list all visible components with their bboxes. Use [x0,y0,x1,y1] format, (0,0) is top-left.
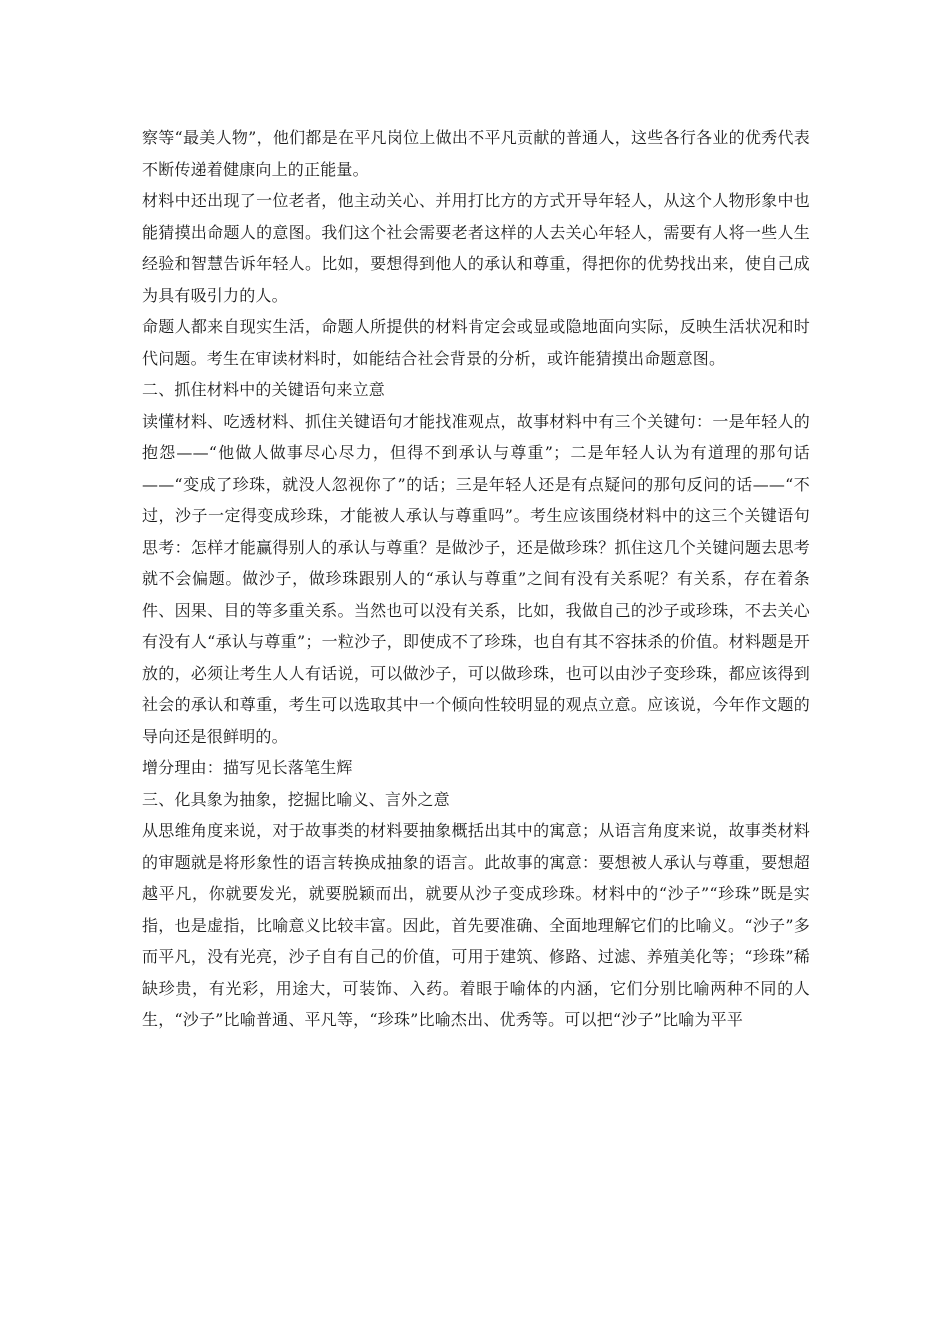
paragraph-key-sentences: 读懂材料、吃透材料、抓住关键语句才能找准观点，故事材料中有三个关键句：一是年轻人的抱怨——“他做人做事尽心尽力，但得不到承认与尊重”；二是年轻人认为有道理的那句话——“变成了珍珠，就没人忽视你了”的话；三是年轻人还是有点疑问的那句反问的话——“不过，沙子一定得变成珍珠，才能被人承认与尊重吗”。考生应该围绕材料中的这三个关键语句思考：怎样才能赢得别人的承认与尊重？是做沙子，还是做珍珠？抓住这几个关键问题去思考就不会偏题。做沙子，做珍珠跟别人的“承认与尊重”之间有没有关系呢？有关系，存在着条件、因果、目的等多重关系。当然也可以没有关系，比如，我做自己的沙子或珍珠，不去关心有没有人“承认与尊重”；一粒沙子，即使成不了珍珠，也自有其不容抹杀的价值。材料题是开放的，必须让考生人人有话说，可以做沙子，可以做珍珠，也可以由沙子变珍珠，都应该得到社会的承认和尊重，考生可以选取其中一个倾向性较明显的观点立意。应该说，今年作文题的导向还是很鲜明的。 [142,411,810,746]
paragraph-elder: 材料中还出现了一位老者，他主动关心、并用打比方的方式开导年轻人，从这个人物形象中也能猜摸出命题人的意图。我们这个社会需要老者这样的人去关心年轻人，需要有人将一些人生经验和智慧告诉年轻人。比如，要想得到他人的承认和尊重，得把你的优势找出来，使自己成为具有吸引力的人。 [142,191,810,305]
paragraph-metaphor: 从思维角度来说，对于故事类的材料要抽象概括出其中的寓意；从语言角度来说，故事类材料的审题就是将形象性的语言转换成抽象的语言。此故事的寓意：要想被人承认与尊重，要想超越平凡，你就要发光，就要脱颖而出，就要从沙子变成珍珠。材料中的“沙子”“珍珠”既是实指，也是虚指，比喻意义比较丰富。因此，首先要准确、全面地理解它们的比喻义。“沙子”多而平凡，没有光亮，沙子自有自己的价值，可用于建筑、修路、过滤、养殖美化等；“珍珠”稀缺珍贵，有光彩，用途大，可装饰、入药。着眼于喻体的内涵，它们分别比喻两种不同的人生，“沙子”比喻普通、平凡等，“珍珠”比喻杰出、优秀等。可以把“沙子”比喻为平平 [142,821,810,1029]
bonus-reason: 增分理由：描写见长落笔生辉 [142,758,353,777]
section-heading-2: 二、抓住材料中的关键语句来立意 [142,380,386,399]
section-heading-3: 三、化具象为抽象，挖掘比喻义、言外之意 [142,789,450,809]
paragraph-best-people: 察等“最美人物”，他们都是在平凡岗位上做出不平凡贡献的普通人，这些各行各业的优秀代表不断传递着健康向上的正能量。 [142,128,810,179]
paragraph-real-life: 命题人都来自现实生活，命题人所提供的材料肯定会或显或隐地面向实际，反映生活状况和时代问题。考生在审读材料时，如能结合社会背景的分析，或许能猜摸出命题意图。 [142,317,810,368]
document-page [142,122,810,1036]
